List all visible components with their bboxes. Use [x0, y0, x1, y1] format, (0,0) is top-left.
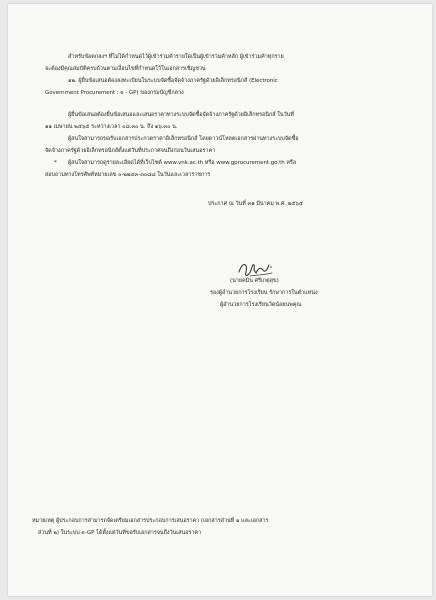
para4-line1: ผู้สนใจสามารถดูรายละเอียดได้ที่เว็บไซต์ www.vnk.ac.th หรือ www.gprocurement.go.th หรือ [68, 160, 297, 166]
signatory-position-2: ผู้อำนวยการโรงเรียนวัดน้อยนพคุณ [220, 302, 302, 308]
para1-line2: จะต้องมีคุณสมบัติครบถ้วนตามเงื่อนไขที่กำหนดไว้ในเอกสารเชิญชวน [45, 66, 206, 72]
para3-line2: จัดจ้างภาครัฐด้วยอิเล็กทรอนิกส์ตั้งแต่วันที่ประกาศจนถึงก่อนวันเสนอราคา [45, 148, 216, 154]
footnote-line2: ส่วนที่ ๒) ในระบบ e-GP ได้ตั้งแต่วันที่ขอรับเอกสารจนถึงวันเสนอราคา [38, 530, 201, 536]
item12-line2: Government Procurement : e - GP) ของกรมบัญชีกลาง [45, 90, 184, 96]
para2-line2: ๑๑ เมษายน ๒๕๖๕ ระหว่างเวลา ๐๘.๓๐ น. ถึง ๑๖.๓๐ น. [45, 124, 178, 130]
para4-bullet: * [54, 160, 57, 166]
footnote-line1: หมายเหตุ ผู้ประกอบการสามารถจัดเตรียมเอกสารประกอบการเสนอราคา (เอกสารส่วนที่ ๑ และเอกสาร [32, 518, 269, 524]
para1-line1: สำหรับข้อตกลงฯ ที่ไม่ได้กำหนดไว้ผู้เข้าร่วมค้ารายใดเป็นผู้เข้าร่วมค้าหลัก ผู้เข้าร่วมค้าทุกราย [68, 54, 284, 60]
para2-line1: ผู้ยื่นข้อเสนอต้องยื่นข้อเสนอและเสนอราคาทางระบบจัดซื้อจัดจ้างภาครัฐด้วยอิเล็กทรอนิกส์ ในวันที่ [68, 112, 294, 118]
para3-line1: ผู้สนใจสามารถขอรับเอกสารประกวดราคาอิเล็กทรอนิกส์ โดยดาวน์โหลดเอกสารผ่านทางระบบจัดซื้อ [68, 136, 299, 142]
document-page [8, 4, 432, 596]
announcement-date: ประกาศ ณ วันที่ ๓๑ มีนาคม พ.ศ. ๒๕๖๕ [208, 201, 303, 207]
signatory-name: (นายคมิน ศรีเกตุสุข) [230, 278, 279, 284]
signatory-position-1: รองผู้อำนวยการโรงเรียน รักษาการในตำแหน่ง [210, 290, 318, 296]
para4-line2: สอบถามทางโทรศัพท์หมายเลข ๐-๒๒๔๓-๓๐๘๘ ในวันและเวลาราชการ [45, 172, 211, 178]
item12-line1: ๑๒. ผู้ยื่นข้อเสนอต้องลงทะเบียนในระบบจัดซื้อจัดจ้างภาครัฐด้วยอิเล็กทรอนิกส์ (Electronic [68, 78, 278, 84]
